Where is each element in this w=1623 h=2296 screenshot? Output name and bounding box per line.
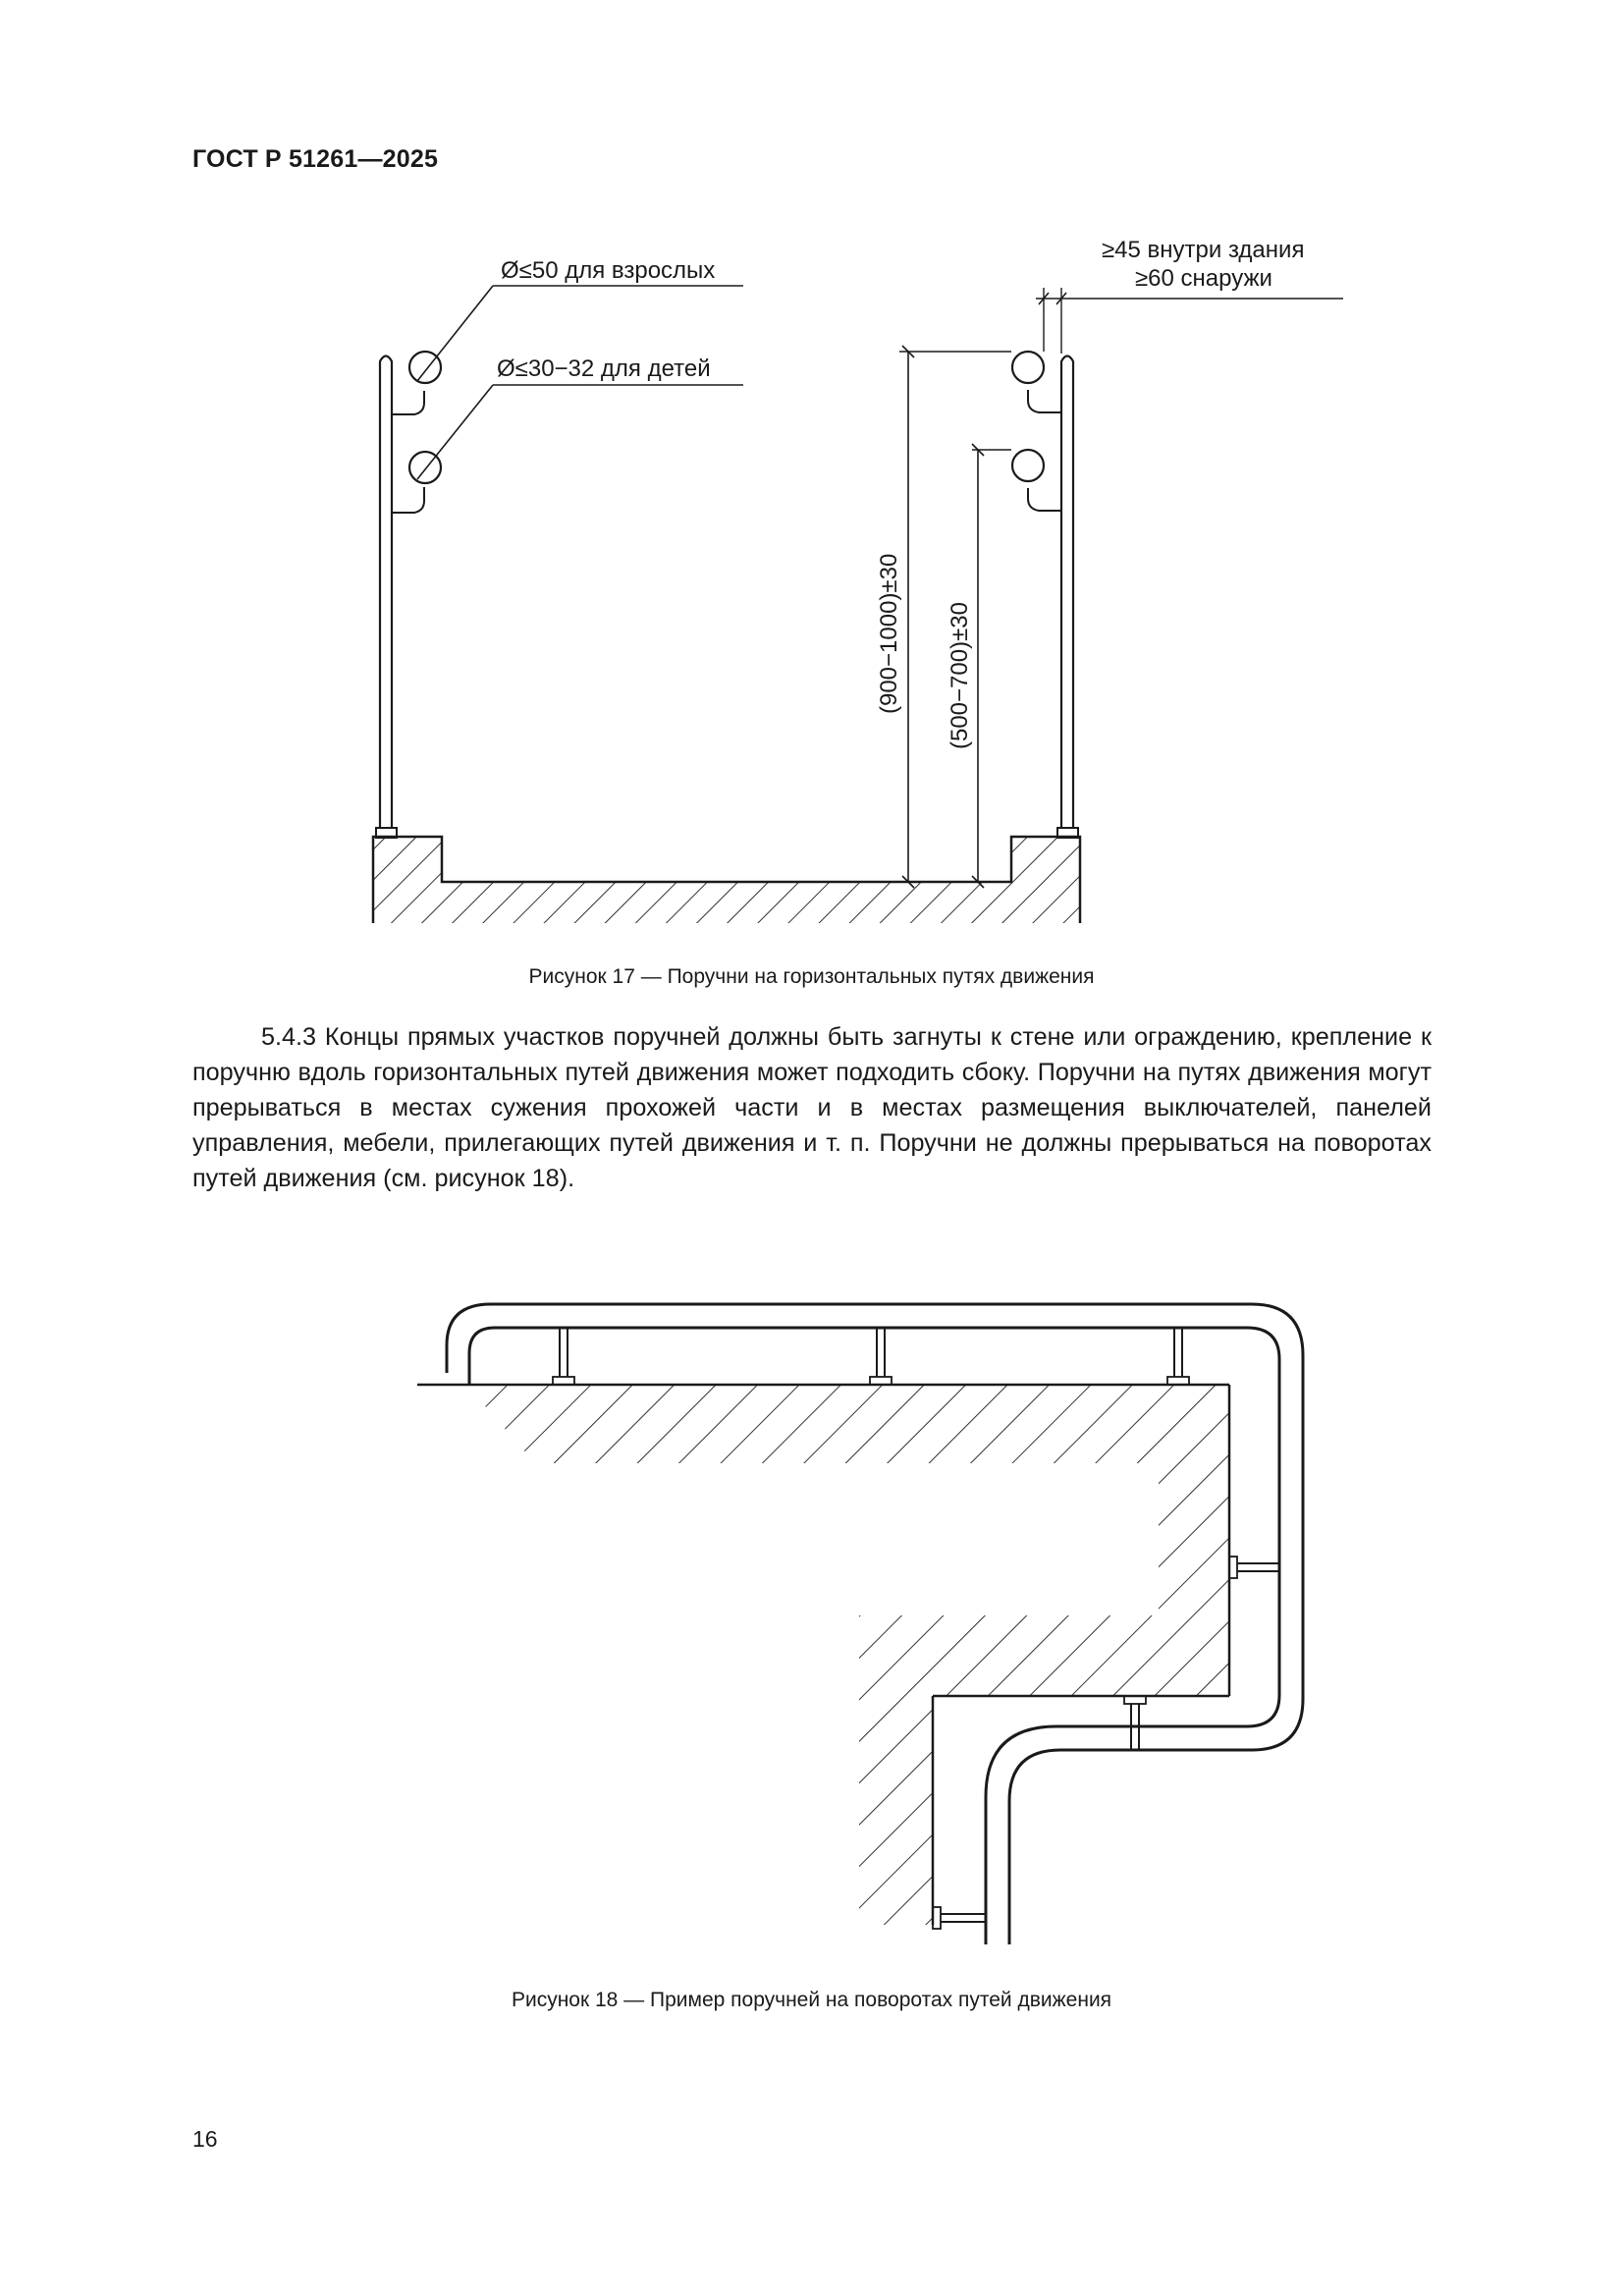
paragraph-text: 5.4.3 Концы прямых участков поручней должны быть загнуты к стене или ограждению, крепление к поручню вдоль горизонтальных путей движения может подходить сбоку. Поручни на путях движения могут прерываться в местах сужения прохожей части и в местах размещения выключателей, панелей управления, мебели, прилегающих путей движения и т. п. Поручни не должны прерываться на поворотах путей движения (см. рисунок 18).: [192, 1023, 1432, 1192]
floor-slab-hatched: [373, 837, 1080, 923]
left-bracket-lower: [392, 487, 424, 513]
left-post: [380, 356, 392, 829]
left-bracket-upper: [392, 391, 424, 414]
right-bracket-upper: [1028, 390, 1061, 412]
label-gap-inside: ≥45 внутри здания: [1102, 237, 1305, 263]
figure-18-drawing: [0, 1267, 1623, 1954]
label-gap-outside: ≥60 снаружи: [1135, 265, 1272, 292]
label-adult-diameter: Ø≤50 для взрослых: [501, 257, 716, 284]
page-number: 16: [192, 2126, 218, 2152]
support-right: [1229, 1557, 1279, 1578]
right-handrail-lower: [1012, 450, 1044, 481]
wall-hatched-region: [466, 1385, 1229, 1925]
support-lower-left: [933, 1907, 986, 1929]
figure-17-drawing: [0, 0, 1623, 943]
right-bracket-lower: [1028, 488, 1061, 511]
support-top-3: [1167, 1328, 1189, 1385]
document-code-header: ГОСТ Р 51261—2025: [192, 145, 439, 173]
leader-child: [417, 385, 493, 479]
dim-lower-height-label: (500−700)±30: [947, 602, 973, 749]
support-top-1: [553, 1328, 574, 1385]
right-handrail-upper: [1012, 352, 1044, 383]
figure-17-caption: Рисунок 17 — Поручни на горизонтальных путях движения: [528, 965, 1095, 988]
label-child-diameter: Ø≤30−32 для детей: [497, 355, 711, 382]
paragraph-5-4-3: [192, 1019, 1432, 1196]
support-top-2: [870, 1328, 892, 1385]
dim-upper-height-label: (900−1000)±30: [876, 553, 902, 714]
support-inner-corner: [1124, 1696, 1146, 1750]
leader-adult: [417, 286, 493, 381]
right-post: [1061, 356, 1073, 829]
figure-18-caption: Рисунок 18 — Пример поручней на поворотах путей движения: [511, 1989, 1112, 2011]
